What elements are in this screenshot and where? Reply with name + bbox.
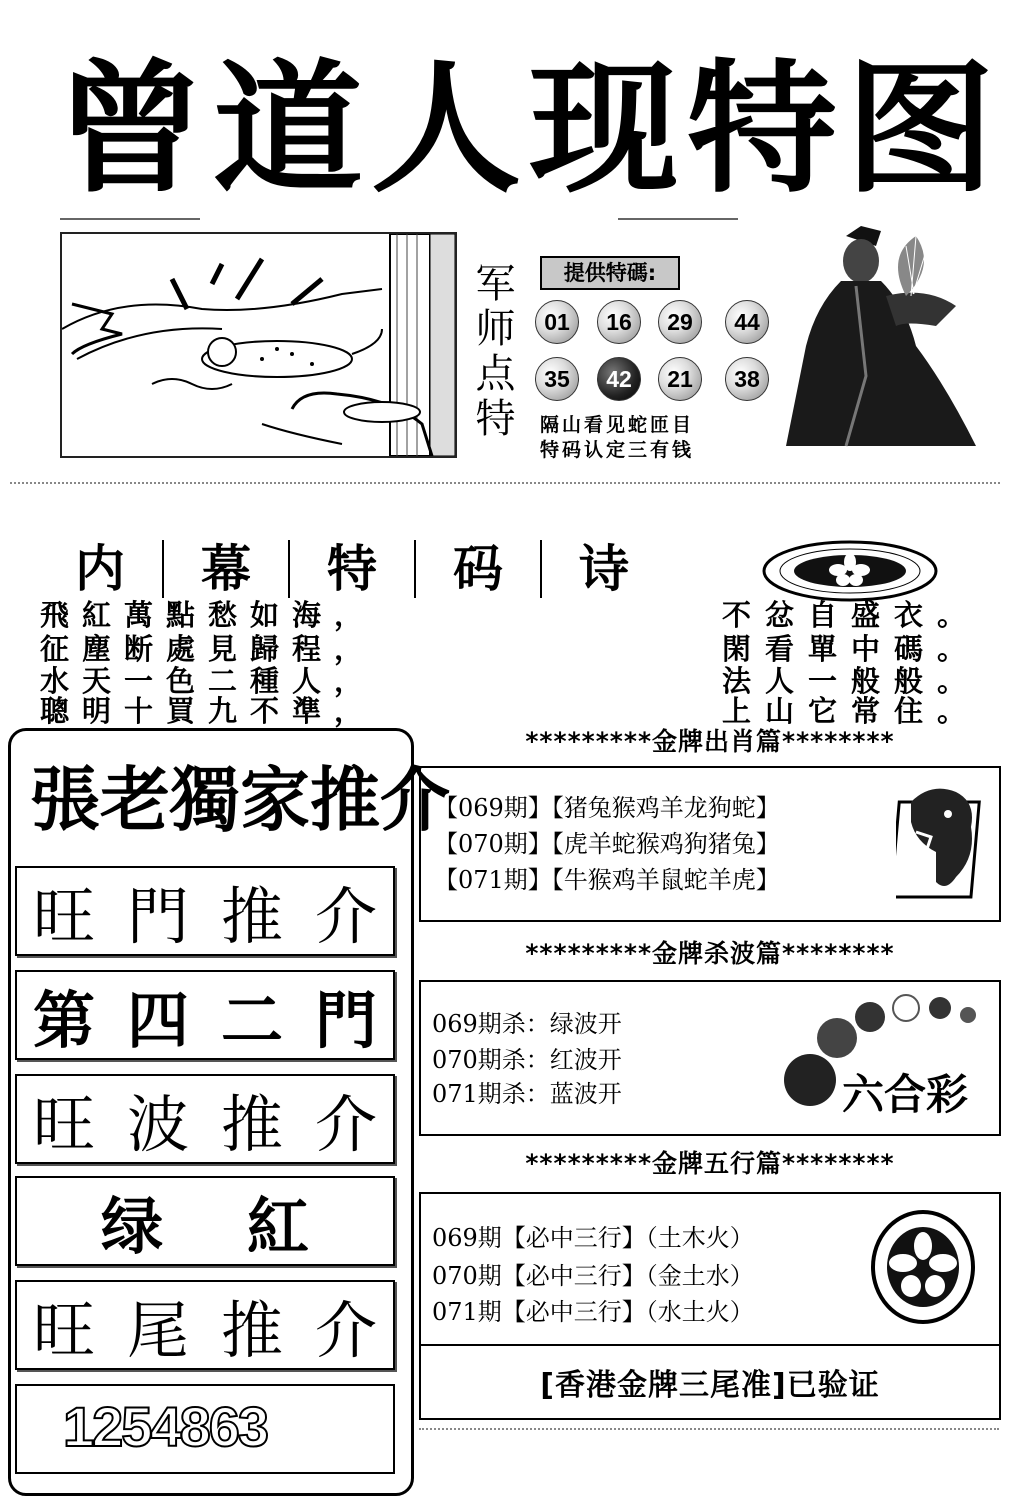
left-title-char: 介 xyxy=(380,759,450,841)
poem-title-char: 特 xyxy=(288,540,414,598)
divider xyxy=(60,218,200,220)
poem-line-first: 征塵断處見歸程， xyxy=(40,632,377,666)
poem-line-second: 不忿自盛衣。 xyxy=(721,598,980,632)
box-char: 二 xyxy=(220,983,283,1057)
dotted-divider xyxy=(10,482,1000,484)
box-char: 門 xyxy=(314,983,377,1057)
poem-line-second: 閑看單中碼。 xyxy=(721,632,980,666)
zodiac-line: 【071期】【牛猴鸡羊鼠蛇羊虎】 xyxy=(434,866,780,894)
box-char: 介 xyxy=(314,1293,377,1367)
poem-title-char: 码 xyxy=(414,540,540,598)
elephant-icon xyxy=(896,782,986,902)
title-char: 道 xyxy=(212,47,363,213)
left-title-char: 老 xyxy=(100,759,170,841)
poem-title-char: 内 xyxy=(75,539,125,598)
left-title-char: 獨 xyxy=(170,759,240,841)
vertical-char: 点 xyxy=(475,351,516,397)
number-ball-highlighted: 42 xyxy=(597,357,641,401)
left-panel-title xyxy=(30,745,450,855)
number-ball: 29 xyxy=(658,300,702,344)
box-char: 第 xyxy=(32,983,95,1057)
vertical-char: 军 xyxy=(475,261,516,307)
zodiac-line: 【070期】【虎羊蛇猴鸡狗猪兔】 xyxy=(434,830,780,858)
vertical-char: 特 xyxy=(475,396,516,442)
slogan-line: 特码认定三有钱 xyxy=(540,439,695,461)
wave-line: 070期杀：红波开 xyxy=(432,1046,622,1074)
box-char: 介 xyxy=(314,879,377,953)
page-title xyxy=(55,40,995,220)
box-char: 旺 xyxy=(32,1293,95,1367)
section-header-wuxing: *********金牌五行篇******** xyxy=(525,1149,895,1178)
poem-line xyxy=(40,664,980,698)
tail-number: 1254863 xyxy=(62,1395,267,1458)
hk-bauhinia-emblem xyxy=(760,540,940,602)
verified-footer: [香港金牌三尾准]已验证 xyxy=(540,1368,880,1403)
wangmen-header-box xyxy=(15,866,395,956)
wangwei-header-box xyxy=(15,1280,395,1370)
title-char: 图 xyxy=(844,47,995,213)
vertical-char: 师 xyxy=(475,306,516,352)
left-title-char: 家 xyxy=(240,759,310,841)
poem-line-first: 水天一色二種人， xyxy=(40,664,377,698)
poem-line xyxy=(40,598,980,632)
box-char: 波 xyxy=(126,1087,189,1161)
divider xyxy=(618,218,738,220)
ancient-scholar-figure-image xyxy=(786,226,986,456)
title-char: 特 xyxy=(686,47,837,213)
section-header-zodiac: *********金牌出肖篇******** xyxy=(525,727,895,756)
box-char: 介 xyxy=(314,1087,377,1161)
poem-line-second: 法人一般般。 xyxy=(721,664,980,698)
hk-bauhinia-emblem xyxy=(868,1208,978,1326)
poem-line-first: 聰明十買九不準， xyxy=(40,694,377,728)
box-char: 四 xyxy=(126,983,189,1057)
cartoon-sketch-image xyxy=(60,232,457,458)
wave-line: 069期杀：绿波开 xyxy=(432,1010,622,1038)
number-ball: 01 xyxy=(535,300,579,344)
box-char: 旺 xyxy=(32,879,95,953)
poem-line xyxy=(40,632,980,666)
wangbo-value-box xyxy=(15,1176,395,1266)
left-title-char: 張 xyxy=(30,759,100,841)
box-char: 推 xyxy=(220,1087,283,1161)
box-char: 門 xyxy=(126,879,189,953)
section-header-wave: *********金牌杀波篇******** xyxy=(525,939,895,968)
title-char: 曾 xyxy=(55,47,206,213)
box-char: 尾 xyxy=(126,1293,189,1367)
wave-line: 071期杀：蓝波开 xyxy=(432,1080,622,1108)
box-char: 绿 xyxy=(100,1189,163,1263)
number-ball: 38 xyxy=(725,357,769,401)
number-ball: 16 xyxy=(597,300,641,344)
poem-line-second: 上山它常住。 xyxy=(721,694,980,728)
zodiac-line: 【069期】【猪兔猴鸡羊龙狗蛇】 xyxy=(434,794,780,822)
wuxing-line: 069期【必中三行】（土木火） xyxy=(432,1224,754,1252)
slogan-line: 隔山看见蛇匝目 xyxy=(540,414,695,436)
title-char: 现 xyxy=(528,47,679,213)
poem-title-char: 幕 xyxy=(162,540,288,598)
poem-title xyxy=(38,540,666,598)
wuxing-line: 071期【必中三行】（水土火） xyxy=(432,1298,754,1326)
wangbo-header-box xyxy=(15,1074,395,1164)
wuxing-line: 070期【必中三行】（金土水） xyxy=(432,1262,754,1290)
box-char: 紅 xyxy=(246,1189,309,1263)
liuhecai-logo-text: 六合彩 xyxy=(842,1070,969,1119)
number-ball: 35 xyxy=(535,357,579,401)
box-char: 旺 xyxy=(32,1087,95,1161)
title-char: 人 xyxy=(370,47,521,213)
provide-special-code-label: 提供特碼: xyxy=(540,256,680,290)
number-ball: 21 xyxy=(658,357,702,401)
box-char: 推 xyxy=(220,879,283,953)
left-title-char: 推 xyxy=(310,759,380,841)
dotted-divider xyxy=(419,1428,999,1430)
wangmen-value-box xyxy=(15,970,395,1060)
box-char: 推 xyxy=(220,1293,283,1367)
junshi-vertical-text xyxy=(468,262,523,462)
poem-title-char: 诗 xyxy=(540,540,666,598)
number-ball: 44 xyxy=(725,300,769,344)
poem-line-first: 飛紅萬點愁如海， xyxy=(40,598,377,632)
